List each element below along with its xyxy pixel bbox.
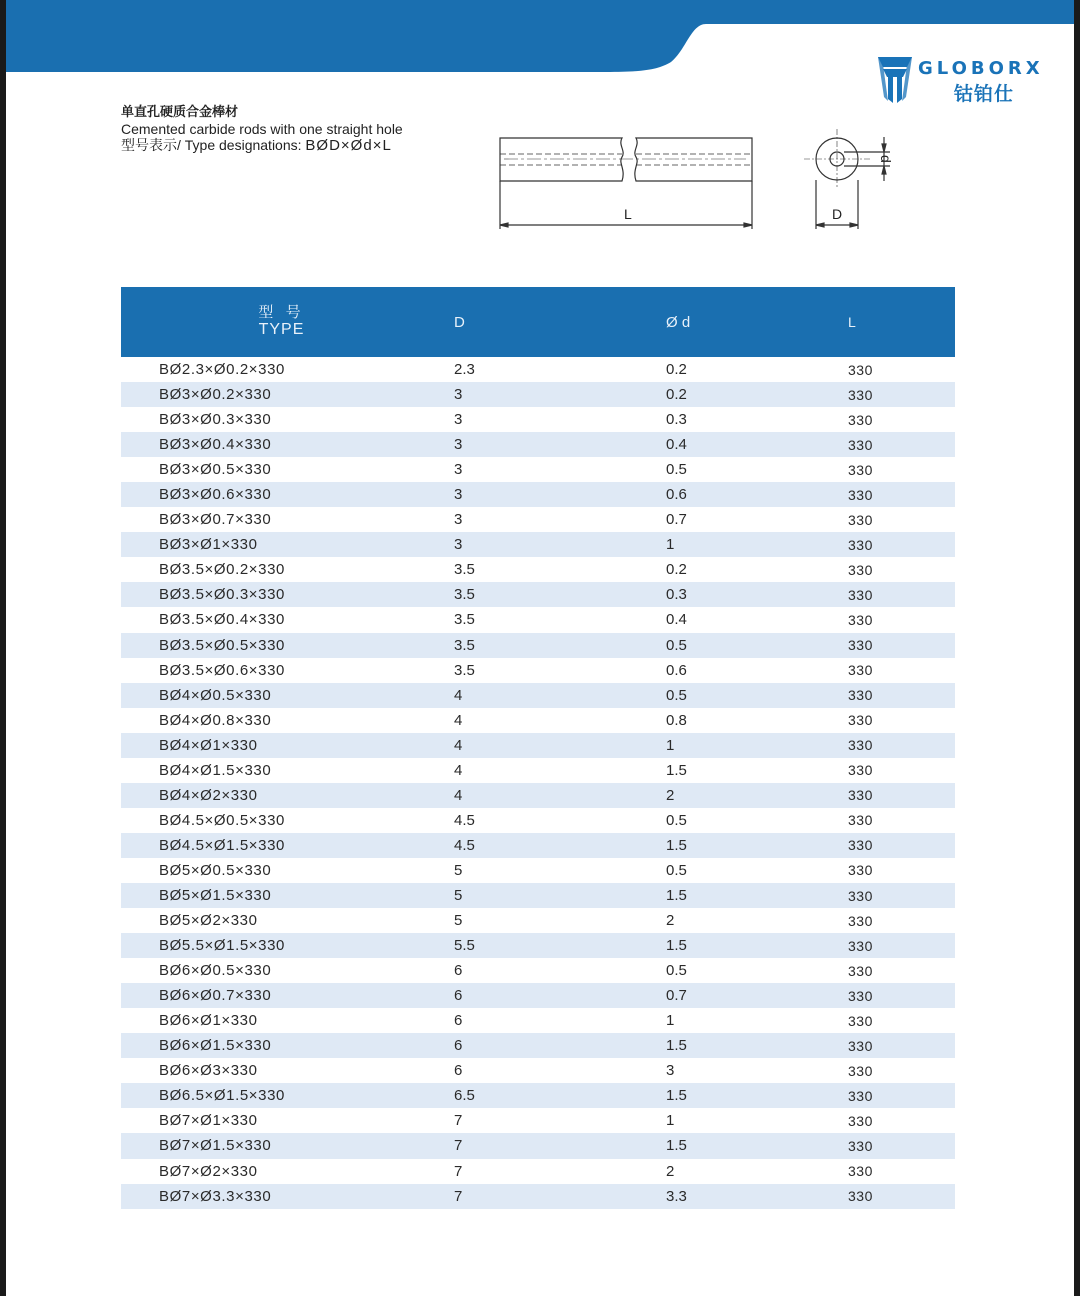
cell-d: 3.5 (454, 636, 475, 654)
cell-l: 330 (848, 787, 873, 804)
cell-type: BØ3.5×Ø0.3×330 (159, 586, 285, 604)
cell-od: 1 (666, 536, 675, 554)
table-row (121, 557, 955, 582)
type-designation-label: 型号表示/ Type designations: (121, 137, 302, 153)
cell-type: BØ5×Ø2×330 (159, 912, 258, 930)
cell-l: 330 (848, 837, 873, 854)
table-row (121, 908, 955, 933)
table-row (121, 432, 955, 457)
table-row (121, 858, 955, 883)
table-row (121, 1033, 955, 1058)
cell-type: BØ3.5×Ø0.2×330 (159, 561, 285, 579)
cell-l: 330 (848, 1012, 873, 1029)
col-header-od: Ø d (666, 313, 691, 331)
cell-l: 330 (848, 937, 873, 954)
cell-d: 6 (454, 1062, 463, 1080)
cell-od: 1.5 (666, 1137, 687, 1155)
cell-type: BØ5×Ø0.5×330 (159, 861, 272, 879)
cell-type: BØ4×Ø0.8×330 (159, 711, 272, 729)
cell-l: 330 (848, 1087, 873, 1104)
cell-od: 0.6 (666, 486, 687, 504)
cell-type: BØ7×Ø1.5×330 (159, 1137, 272, 1155)
cell-od: 0.5 (666, 861, 687, 879)
cell-type: BØ2.3×Ø0.2×330 (159, 361, 285, 379)
table-row (121, 783, 955, 808)
cell-od: 0.3 (666, 411, 687, 429)
table-row (121, 833, 955, 858)
table-row (121, 1083, 955, 1108)
cell-l: 330 (848, 1037, 873, 1054)
cell-type: BØ4×Ø2×330 (159, 786, 258, 804)
product-title-en: Cemented carbide rods with one straight hole (121, 121, 403, 137)
table-row (121, 708, 955, 733)
table-row (121, 658, 955, 683)
cell-type: BØ3×Ø1×330 (159, 536, 258, 554)
cell-od: 1 (666, 1012, 675, 1030)
table-row (121, 607, 955, 632)
cell-l: 330 (848, 812, 873, 829)
cell-od: 3.3 (666, 1187, 687, 1205)
cell-od: 3 (666, 1062, 675, 1080)
cell-d: 7 (454, 1162, 463, 1180)
cell-l: 330 (848, 912, 873, 929)
cell-d: 5 (454, 887, 463, 904)
cell-l: 330 (848, 762, 873, 779)
table-row (121, 733, 955, 758)
table-row (121, 958, 955, 983)
type-designation (121, 137, 403, 154)
hole-label: d (878, 155, 894, 163)
cell-d: 2.3 (454, 361, 475, 379)
cell-d: 6 (454, 987, 463, 1005)
cell-l: 330 (848, 1163, 873, 1180)
cell-d: 4.5 (454, 836, 475, 854)
cell-type: BØ3.5×Ø0.5×330 (159, 636, 285, 654)
table-row (121, 357, 955, 382)
cell-l: 330 (848, 586, 873, 603)
cell-type: BØ3×Ø0.6×330 (159, 486, 272, 504)
cell-d: 4 (454, 736, 463, 754)
cell-type: BØ6×Ø0.7×330 (159, 987, 272, 1005)
cell-od: 0.5 (666, 962, 687, 980)
cell-l: 330 (848, 1112, 873, 1129)
cell-d: 3 (454, 536, 463, 554)
cell-od: 1.5 (666, 1037, 687, 1055)
cell-l: 330 (848, 737, 873, 754)
col-header-type-cn: 型 号 (258, 304, 305, 321)
table-row (121, 1133, 955, 1158)
cell-od: 0.8 (666, 711, 687, 729)
cell-l: 330 (848, 687, 873, 704)
table-body (121, 357, 955, 1209)
cell-l: 330 (848, 361, 873, 378)
cell-type: BØ4×Ø1×330 (159, 736, 258, 754)
cell-d: 6 (454, 1012, 463, 1030)
cell-od: 0.2 (666, 561, 687, 579)
cell-l: 330 (848, 1062, 873, 1079)
cell-od: 1.5 (666, 1087, 687, 1105)
cell-od: 2 (666, 786, 675, 804)
cell-type: BØ5.5×Ø1.5×330 (159, 937, 285, 955)
rod-end-view (804, 129, 890, 229)
cell-l: 330 (848, 461, 873, 478)
table-row (121, 582, 955, 607)
cell-l: 330 (848, 1137, 873, 1154)
rod-technical-drawing (496, 125, 906, 235)
cell-type: BØ4×Ø0.5×330 (159, 686, 272, 704)
cell-od: 0.2 (666, 361, 687, 379)
cell-od: 0.5 (666, 461, 687, 479)
table-row (121, 382, 955, 407)
cell-type: BØ7×Ø1×330 (159, 1112, 258, 1130)
table-row (121, 758, 955, 783)
cell-l: 330 (848, 611, 873, 628)
table-row (121, 507, 955, 532)
brand-name-cn: 钴铂仕 (954, 83, 1015, 105)
cell-od: 0.3 (666, 586, 687, 604)
cell-d: 4 (454, 786, 463, 804)
table-row (121, 933, 955, 958)
cell-d: 4.5 (454, 811, 475, 829)
cell-l: 330 (848, 962, 873, 979)
cell-d: 7 (454, 1187, 463, 1205)
cell-l: 330 (848, 511, 873, 528)
cell-d: 6.5 (454, 1087, 475, 1105)
cell-type: BØ5×Ø1.5×330 (159, 887, 272, 904)
cell-d: 4 (454, 761, 463, 779)
cell-l: 330 (848, 987, 873, 1004)
col-header-d: D (454, 313, 465, 331)
cell-d: 6 (454, 962, 463, 980)
cell-od: 0.4 (666, 611, 687, 629)
cell-d: 6 (454, 1037, 463, 1055)
cell-d: 3 (454, 436, 463, 454)
col-header-type-en: TYPE (258, 321, 305, 338)
cell-l: 330 (848, 386, 873, 403)
brand-name-en: GLOBORX (918, 58, 1044, 79)
cell-od: 1 (666, 1112, 675, 1130)
cell-type: BØ3×Ø0.5×330 (159, 461, 272, 479)
table-row (121, 532, 955, 557)
cell-od: 2 (666, 1162, 675, 1180)
cell-l: 330 (848, 862, 873, 879)
cell-d: 3.5 (454, 586, 475, 604)
cell-type: BØ4×Ø1.5×330 (159, 761, 272, 779)
cell-od: 1 (666, 736, 675, 754)
cell-type: BØ3×Ø0.4×330 (159, 436, 272, 454)
cell-d: 7 (454, 1137, 463, 1155)
catalog-page (6, 0, 1074, 1296)
cell-type: BØ3×Ø0.3×330 (159, 411, 272, 429)
table-row (121, 1108, 955, 1133)
cell-od: 0.2 (666, 386, 687, 404)
cell-type: BØ3×Ø0.2×330 (159, 386, 272, 404)
logo-mark-icon (876, 55, 914, 105)
table-header-row (121, 287, 955, 357)
cell-d: 3.5 (454, 611, 475, 629)
cell-d: 3 (454, 486, 463, 504)
cell-od: 0.7 (666, 511, 687, 529)
cell-type: BØ7×Ø3.3×330 (159, 1187, 272, 1205)
spec-table (121, 287, 955, 1209)
cell-l: 330 (848, 1188, 873, 1205)
cell-od: 1.5 (666, 887, 687, 904)
cell-type: BØ6×Ø0.5×330 (159, 962, 272, 980)
cell-l: 330 (848, 486, 873, 503)
product-title-cn: 单直孔硬质合金棒材 (121, 105, 239, 120)
cell-d: 7 (454, 1112, 463, 1130)
table-row (121, 633, 955, 658)
globorx-logo (876, 55, 1066, 107)
cell-d: 3 (454, 386, 463, 404)
cell-d: 3.5 (454, 661, 475, 679)
cell-od: 0.5 (666, 811, 687, 829)
cell-d: 3.5 (454, 561, 475, 579)
cell-d: 5 (454, 912, 463, 930)
cell-l: 330 (848, 561, 873, 578)
diameter-label: D (832, 206, 843, 222)
cell-od: 0.7 (666, 987, 687, 1005)
cell-l: 330 (848, 436, 873, 453)
cell-d: 3 (454, 411, 463, 429)
cell-d: 3 (454, 461, 463, 479)
cell-type: BØ6×Ø1.5×330 (159, 1037, 272, 1055)
cell-od: 0.5 (666, 686, 687, 704)
cell-l: 330 (848, 536, 873, 553)
cell-type: BØ4.5×Ø1.5×330 (159, 836, 285, 854)
col-header-l: L (848, 314, 857, 330)
table-row (121, 1159, 955, 1184)
product-titles (121, 105, 403, 154)
cell-l: 330 (848, 887, 873, 904)
cell-type: BØ6.5×Ø1.5×330 (159, 1087, 285, 1105)
cell-l: 330 (848, 637, 873, 654)
table-row (121, 457, 955, 482)
cell-d: 3 (454, 511, 463, 529)
col-header-type (121, 287, 454, 357)
table-row (121, 808, 955, 833)
cell-od: 0.6 (666, 661, 687, 679)
cell-od: 2 (666, 912, 675, 930)
cell-type: BØ6×Ø3×330 (159, 1062, 258, 1080)
cell-l: 330 (848, 662, 873, 679)
cell-type: BØ3.5×Ø0.6×330 (159, 661, 285, 679)
cell-l: 330 (848, 411, 873, 428)
cell-type: BØ6×Ø1×330 (159, 1012, 258, 1030)
cell-type: BØ4.5×Ø0.5×330 (159, 811, 285, 829)
cell-od: 0.5 (666, 636, 687, 654)
cell-od: 1.5 (666, 836, 687, 854)
table-row (121, 1058, 955, 1083)
table-row (121, 683, 955, 708)
cell-od: 1.5 (666, 761, 687, 779)
cell-l: 330 (848, 712, 873, 729)
cell-type: BØ3×Ø0.7×330 (159, 511, 272, 529)
type-designation-formula: BØD×Ød×L (305, 137, 392, 154)
cell-d: 5 (454, 861, 463, 879)
cell-d: 5.5 (454, 937, 475, 955)
cell-d: 4 (454, 711, 463, 729)
table-row (121, 1008, 955, 1033)
table-row (121, 983, 955, 1008)
table-row (121, 1184, 955, 1209)
table-row (121, 883, 955, 908)
table-row (121, 482, 955, 507)
cell-type: BØ3.5×Ø0.4×330 (159, 611, 285, 629)
cell-od: 1.5 (666, 937, 687, 955)
table-row (121, 407, 955, 432)
cell-type: BØ7×Ø2×330 (159, 1162, 258, 1180)
length-label: L (624, 206, 632, 222)
cell-od: 0.4 (666, 436, 687, 454)
cell-d: 4 (454, 686, 463, 704)
